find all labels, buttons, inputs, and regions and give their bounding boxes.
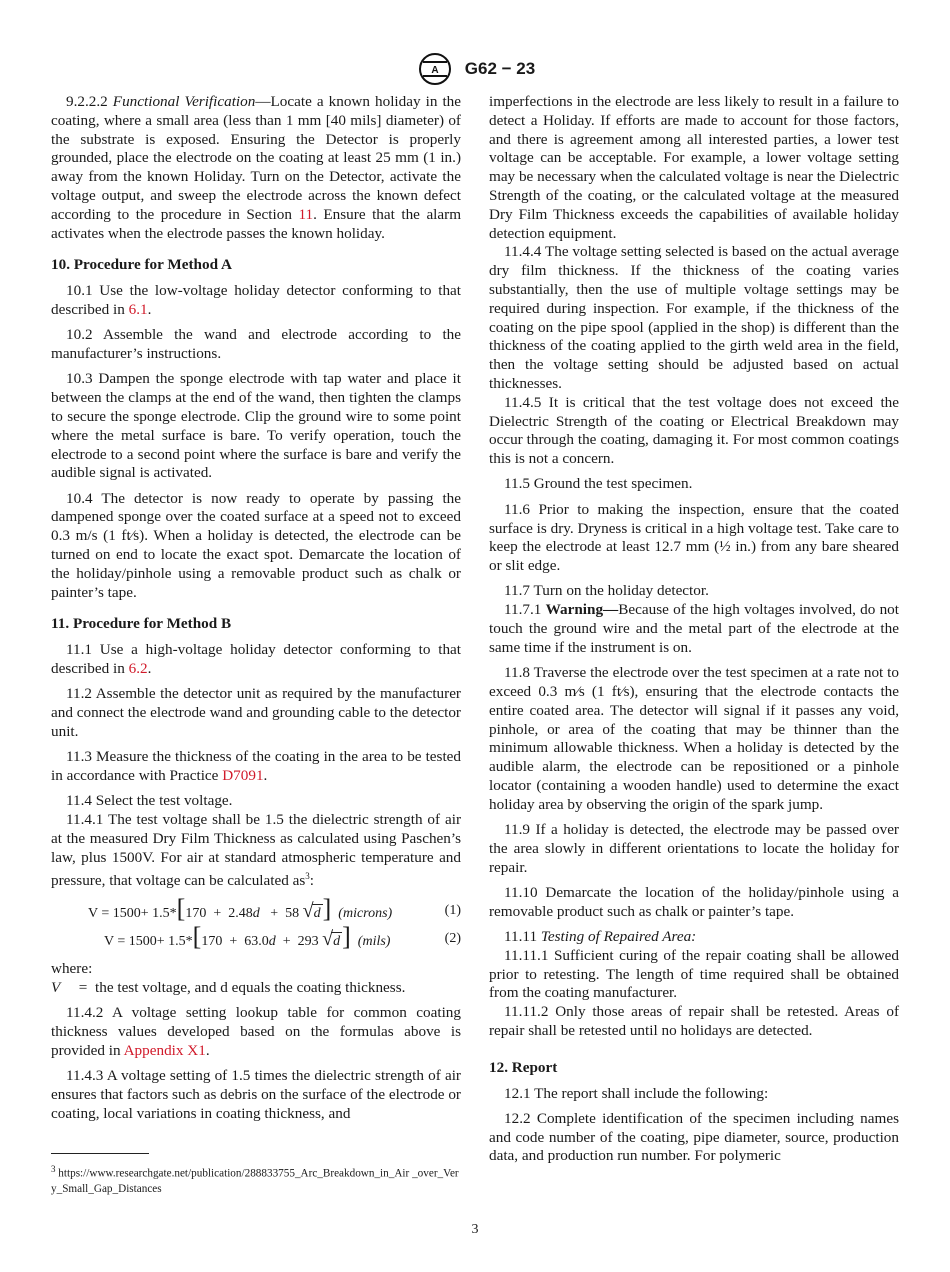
paragraph-11-4-1: 11.4.1 The test voltage shall be 1.5 the dielectric strength of air at the measured Dry Film Thickness as calculated using Paschen’s law, plus 1500V. For air at standard atmospheric temperature and pressure, that voltage can be calculated $as^3$: [51, 811, 461, 890]
paragraph-11-4: 11.4 Select the test voltage. [66, 792, 233, 810]
section-10-heading: 10. Procedure for Method A [51, 256, 232, 274]
paragraph-10-4: 10.4 The detector is now ready to operate by passing the dampened sponge over the coated surface at a speed not to exceed 0.3 m/s (1 ft⁄s). When a holiday is detected, the electrode can be turned on end to locate the exact spot. Demarcate the location of the holiday/pinhole using a removable product such as chalk or painter’s tape. [51, 489, 461, 601]
left-column [51, 93, 461, 1130]
paragraph-11-7-1: 11.7.1 Warning—Because of the high voltages involved, do not touch the ground wire and the metal part of the electrode at the same time if the instrument is on. [489, 601, 899, 656]
equation-1: V = 1500+ 1.5*[170 + 2.48d + 58 √d] (microns) (1) [88, 894, 461, 924]
footnote-3: $^3$ https://www.researchgate.net/publication/288833755_Arc_Breakdown_in_Air _over_Very_Small_Gap_Distances [51, 1164, 459, 1195]
section-11-link[interactable]: 11 [298, 205, 314, 223]
right-column [489, 93, 899, 1173]
footnote-divider [51, 1153, 149, 1154]
paragraph-11-4-5: 11.4.5 It is critical that the test voltage does not exceed the Dielectric Strength of the coating or Electrical Breakdown may occur through the coating, damaging it. For most common coatings this is not a concern. [489, 393, 899, 468]
page-number: 3 [471, 1222, 479, 1237]
paragraph-11-11: 11.11 Testing of Repaired Area: [504, 927, 697, 945]
paragraph-10-2: 10.2 Assemble the wand and electrode according to the manufacturer’s instructions. [51, 326, 461, 363]
paragraph-9-2-2-2: 9.2.2.2 Functional Verification—Locate a known holiday in the coating, where a small area (less than 1 mm [40 mils] diameter) of the substrate is exposed. Ensuring the Detector is properly grounded, place the electrode on the coating at least 25 mm (1 in.) away from the known Holiday. Turn on the Detector, activate the voltage output, and sweep the electrode across the known defect according to the procedure in Section 11. Ensure that the alarm activates when the electrode passes the known holiday. [51, 93, 462, 242]
paragraph-11-6: 11.6 Prior to making the inspection, ensure that the coated surface is dry. Dryness is critical in a high voltage test. Take care to keep the electrode at least 12.7 mm (½ in.) from any bare sheared or slit edge. [489, 500, 899, 575]
paragraph-11-4-4: 11.4.4 The voltage setting selected is based on the actual average dry film thickness. If the thickness of the coating varies substantially, then the use of multiple voltage settings may be required during inspection. For example, if the thickness of the coating on the pipe spool (applied in the shop) is different than the thickness of the coating applied to the girth weld area in the field, then the voltage setting should be adjusted based on actual thicknesses. [489, 243, 899, 392]
paragraph-11-5: 11.5 Ground the test specimen. [504, 475, 693, 493]
paragraph-11-11-1: 11.11.1 Sufficient curing of the repair coating shall be allowed prior to retesting. The length of time required shall be obtained from the coating manufacturer. [489, 946, 899, 1002]
where-label: where: [51, 959, 93, 977]
paragraph-10-3: 10.3 Dampen the sponge electrode with tap water and place it between the clamps at the end of the wand, then tighten the clamps to secure the sponge electrode. Clip the ground wire to some point where the metal surface is bare. To verify operation, touch the electrode to a second point where the surface is bare and verify the audible signal is activated. [51, 370, 461, 482]
document-designation: G62 − 23 [464, 59, 536, 78]
paragraph-11-2: 11.2 Assemble the detector unit as required by the manufacturer and connect the electrode wand and grounding cable to the detector unit. [51, 685, 461, 740]
paragraph-11-4-3-continued: imperfections in the electrode are less likely to result in a failure to detect a Holiday. If efforts are made to account for those factors, and there is agreement among all interested parties, a lower test voltage can be acceptable. For example, a lower voltage setting may be necessary when the calculated voltage is near the Dielectric Strength of the coating, or the calculated voltage at the measured Dry Film Thickness exceeds the capabilities of available holiday detection equipment. [489, 93, 899, 242]
paragraph-11-4-3: 11.4.3 A voltage setting of 1.5 times the dielectric strength of air ensures that factors such as debris on the surface of the electrode or coating, local variations in coating thickness, and [51, 1067, 461, 1122]
svg-text:A: A [431, 65, 439, 76]
paragraph-11-3: 11.3 Measure the thickness of the coating in the area to be tested in accordance with Practice D7091. [51, 748, 461, 784]
paragraph-12-2: 12.2 Complete identification of the specimen including names and code number of the coating, pipe diameter, source, production data, and production run number. For polymeric [489, 1109, 899, 1165]
ref-d7091-link[interactable]: D7091 [222, 767, 264, 784]
appendix-x1-link[interactable]: Appendix X1 [123, 1042, 206, 1060]
paragraph-10-1: 10.1 Use the low-voltage holiday detector conforming to that described in 6.1. [51, 282, 461, 318]
paragraph-11-7: 11.7 Turn on the holiday detector. [504, 582, 709, 600]
paragraph-11-10: 11.10 Demarcate the location of the holiday/pinhole using a removable product such as chalk or painter’s tape. [489, 883, 899, 920]
definition-v: V = the test voltage, and d equals the coating thickness. [51, 978, 406, 996]
paragraph-11-4-2: 11.4.2 A voltage setting lookup table for common coating thickness values developed based on the formulas above is provided in Appendix X1. [51, 1004, 461, 1060]
paragraph-11-11-2: 11.11.2 Only those areas of repair shall be retested. Areas of repair shall be retested until no holidays are detected. [489, 1003, 899, 1039]
astm-logo-icon [415, 52, 455, 86]
paragraph-11-1: 11.1 Use a high-voltage holiday detector conforming to that described in 6.2. [51, 641, 461, 678]
footnote-url-link[interactable]: https://www.researchgate.net/publication/288833755_Arc_Breakdown_in_Air _over_Very_Small_Gap_Distances [51, 1167, 459, 1195]
page-header [0, 52, 950, 86]
paragraph-11-8: 11.8 Traverse the electrode over the test specimen at a rate not to exceed 0.3 m⁄s (1 ft⁄s), ensuring that the electrode contacts the entire coated area. The detector will signal if it passes any void, pinhole, or area of the coating that may be thinner than the minimum allowable thickness. When a holiday is detected by the audible alarm, the electrode can be repositioned or a pinhole locator (containing a wooden handle) used to determine the exact holiday area by observing the origin of the spark jump. [489, 664, 899, 813]
paragraph-12-1: 12.1 The report shall include the following: [504, 1084, 769, 1102]
equation-2: V = 1500+ 1.5*[170 + 63.0d + 293 √d] (mils) (2) [104, 922, 461, 952]
paragraph-11-9: 11.9 If a holiday is detected, the electrode may be passed over the area slowly in different orientations to locate the holiday for repair. [489, 820, 899, 876]
ref-6-1-link[interactable]: 6.1 [128, 300, 148, 318]
section-11-heading: 11. Procedure for Method B [51, 615, 232, 633]
section-12-heading: 12. Report [489, 1058, 558, 1076]
ref-6-2-link[interactable]: 6.2 [128, 660, 148, 678]
